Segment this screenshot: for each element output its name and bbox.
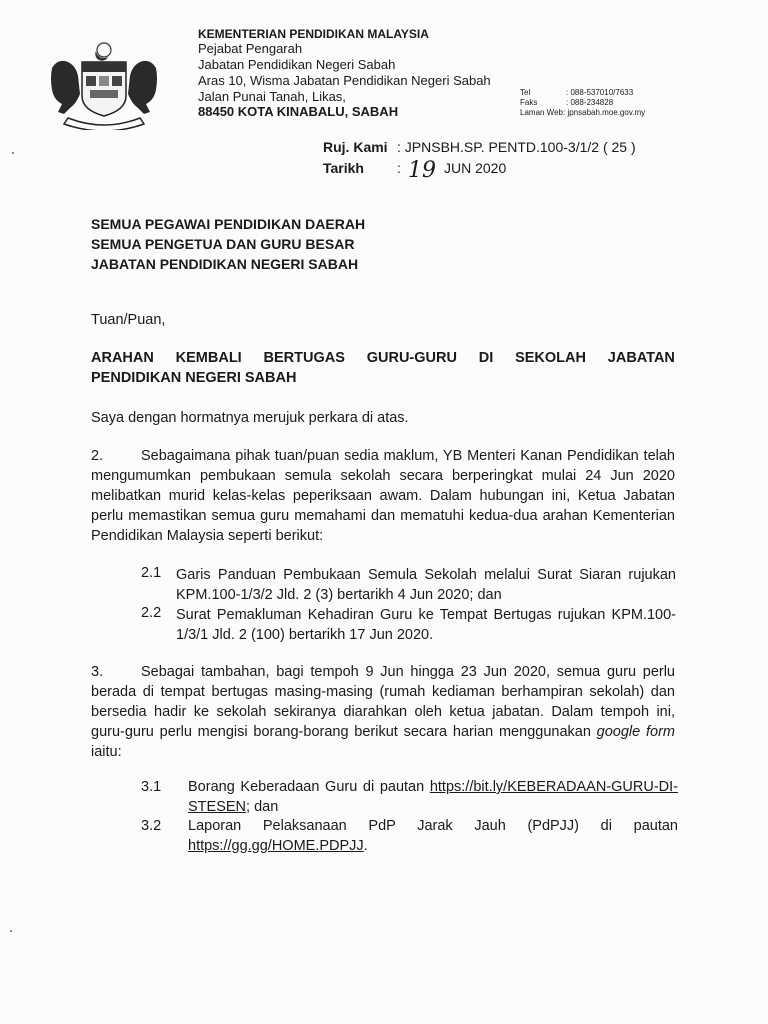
item-3-2-lead: Laporan Pelaksanaan PdP Jarak Jauh (PdPJJ) di pautan	[188, 818, 678, 834]
subject-word: BERTUGAS	[263, 350, 345, 366]
item-3-1-after: ; dan	[246, 799, 279, 815]
fax-label: Faks	[520, 98, 538, 107]
address-line-2: Jalan Punai Tanah, Likas,	[198, 89, 346, 104]
date-colon: :	[397, 160, 401, 176]
intro-paragraph: Saya dengan hormatnya merujuk perkara di atas.	[91, 410, 409, 426]
paragraph-3-text: Sebagai tambahan, bagi tempoh 9 Jun hingga 23 Jun 2020, semua guru perlu berada di tempat bertugas masing-masing (rumah kediaman berhampiran sekolah) dan bersedia hadir ke sekolah sekiranya diarahkan oleh ketua jabatan. Dalam tempoh ini, guru-guru perlu mengisi borang-borang berikut secara harian menggunakan	[91, 664, 675, 740]
paragraph-2-text: Sebagaimana pihak tuan/puan sedia maklum, YB Menteri Kanan Pendidikan telah mengumumkan pembukaan semula sekolah secara berperingkat mulai 24 Jun 2020 melibatkan murid kelas-kelas peperiksaan awam. Dalam hubungan ini, Ketua Jabatan perlu memastikan semua guru memahami dan mematuhi kedua-dua arahan Kementerian Pendidikan Malaysia seperti berikut:	[91, 448, 675, 544]
item-number: 2.1	[141, 565, 162, 581]
date-value: JUN 2020	[444, 160, 507, 176]
addressee-line-2: SEMUA PENGETUA DAN GURU BESAR	[91, 236, 355, 252]
subject-line-2: PENDIDIKAN NEGERI SABAH	[91, 370, 297, 386]
address-postcode-line: 88450 KOTA KINABALU, SABAH	[198, 104, 399, 119]
paragraph-number: 3.	[91, 664, 104, 680]
paragraph-3-tail: iaitu:	[91, 744, 122, 760]
item-3-1-lead: Borang Keberadaan Guru di pautan	[188, 779, 430, 795]
addressee-line-1: SEMUA PEGAWAI PENDIDIKAN DAERAH	[91, 216, 366, 232]
pdpjj-link[interactable]: https://gg.gg/HOME.PDPJJ	[188, 838, 364, 854]
item-number: 2.2	[141, 605, 162, 621]
item-3-2-after: .	[363, 838, 368, 854]
tel-value: : 088-537010/7633	[566, 88, 634, 97]
item-number: 3.1	[141, 779, 162, 795]
office-line: Pejabat Pengarah	[198, 41, 303, 56]
subject-word: SEKOLAH	[515, 350, 586, 366]
item-number: 3.2	[141, 818, 162, 834]
date-label: Tarikh	[323, 160, 364, 176]
reference-label: Ruj. Kami	[323, 139, 388, 155]
subject-word: DI	[478, 350, 494, 366]
subject-word: JABATAN	[607, 350, 675, 366]
paragraph-2	[91, 446, 675, 546]
coat-of-arms-logo	[38, 38, 170, 130]
address-line-1: Aras 10, Wisma Jabatan Pendidikan Negeri Sabah	[198, 73, 491, 88]
google-form-term: google form	[596, 724, 675, 740]
website-value: jpnsabah.moe.gov.my	[567, 108, 646, 117]
addressee-line-3: JABATAN PENDIDIKAN NEGERI SABAH	[91, 256, 359, 272]
subject-word: ARAHAN	[91, 350, 154, 366]
subject-word: GURU-GURU	[366, 350, 457, 366]
website-label: Laman Web:	[520, 108, 566, 117]
website-line	[520, 108, 645, 118]
department-line: Jabatan Pendidikan Negeri Sabah	[198, 57, 396, 72]
salutation: Tuan/Puan,	[91, 312, 166, 328]
tel-label: Tel	[520, 88, 531, 97]
subject-heading	[91, 348, 675, 388]
item-3-1-text	[188, 777, 678, 817]
item-2-2-text: Surat Pemakluman Kehadiran Guru ke Tempat Bertugas rujukan KPM.100-1/3/1 Jld. 2 (100) bertarikh 17 Jun 2020.	[176, 607, 676, 643]
paragraph-3	[91, 662, 675, 762]
date-day-handwritten: 19	[408, 158, 436, 183]
keberadaan-guru-link[interactable]: https://bit.ly/KEBERADAAN-GURU-DI-STESEN	[188, 779, 678, 815]
paragraph-number: 2.	[91, 448, 104, 464]
scan-speck	[12, 152, 14, 154]
subject-word: KEMBALI	[175, 350, 242, 366]
scan-speck	[10, 930, 12, 932]
fax-value: : 088-234828	[566, 98, 614, 107]
item-2-1-text: Garis Panduan Pembukaan Semula Sekolah melalui Surat Siaran rujukan KPM.100-1/3/2 Jld. 2 (3) bertarikh 4 Jun 2020; dan	[176, 567, 676, 603]
ministry-name: KEMENTERIAN PENDIDIKAN MALAYSIA	[198, 27, 429, 41]
item-3-2-text	[188, 816, 678, 856]
subject-line-1	[91, 348, 675, 368]
reference-value: : JPNSBH.SP. PENTD.100-3/1/2 ( 25 )	[397, 139, 636, 155]
